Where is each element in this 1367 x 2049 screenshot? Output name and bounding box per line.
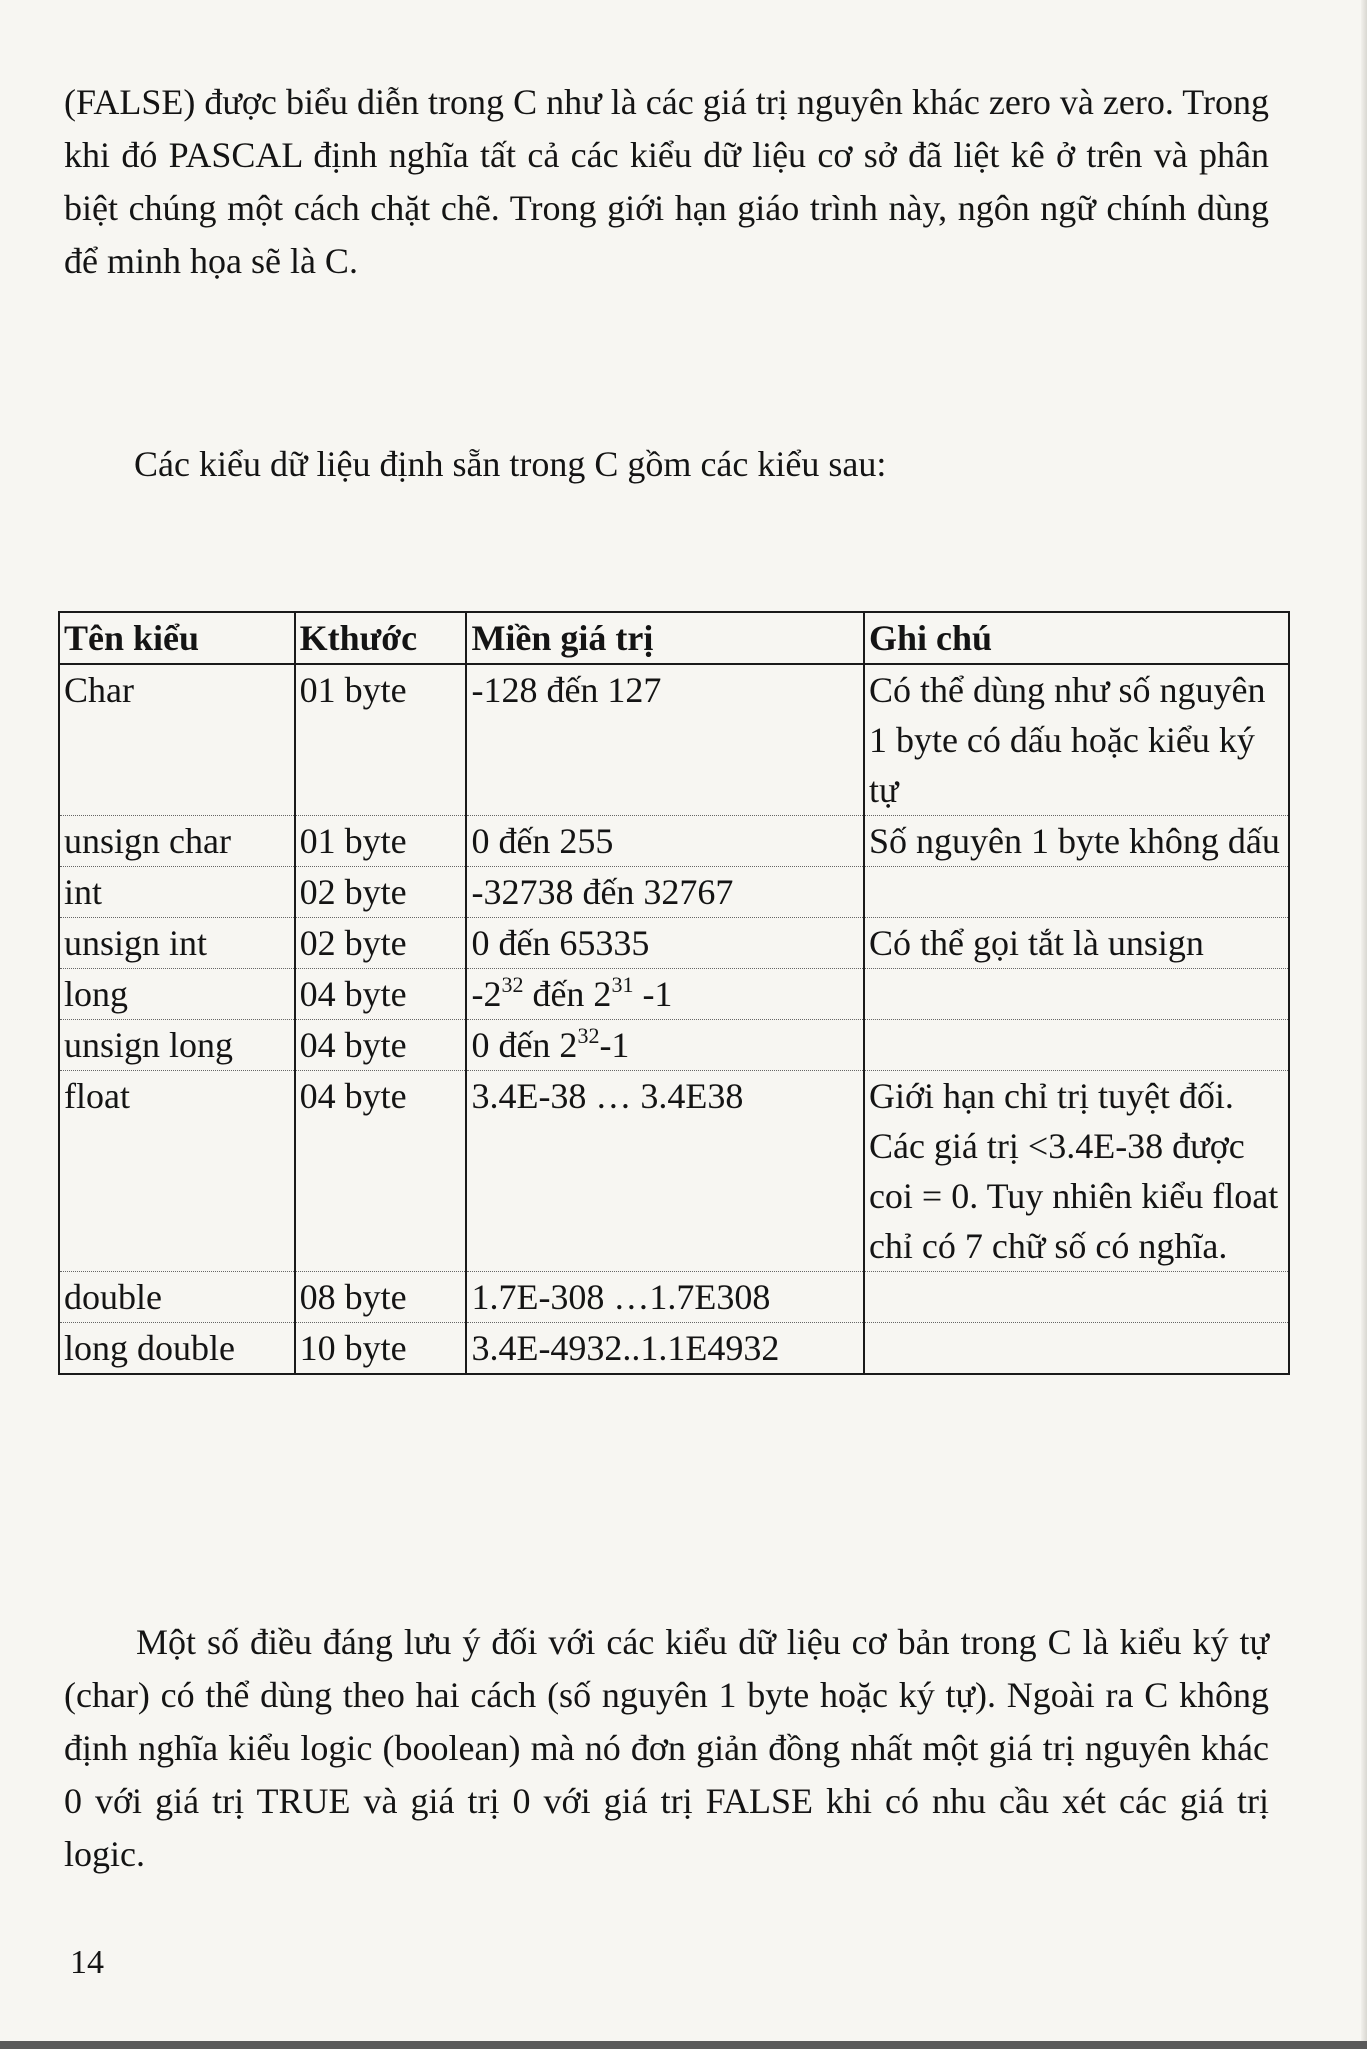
cell-note: Số nguyên 1 byte không dấu <box>864 816 1289 867</box>
table-row <box>59 1323 1289 1375</box>
page-number: 14 <box>70 1944 104 1981</box>
cell-note <box>864 867 1289 918</box>
cell-type-name: long double <box>59 1323 295 1375</box>
cell-range <box>466 1020 864 1071</box>
cell-type-name: unsign long <box>59 1020 295 1071</box>
cell-range: -32738 đến 32767 <box>466 867 864 918</box>
paragraph-top: (FALSE) được biểu diễn trong C như là các giá trị nguyên khác zero và zero. Trong khi đó PASCAL định nghĩa tất cả các kiểu dữ liệu cơ sở đã liệt kê ở trên và phân biệt chúng một cách chặt chẽ. Trong giới hạn giáo trình này, ngôn ngữ chính dùng để minh họa sẽ là C. <box>64 82 1269 281</box>
cell-note <box>864 969 1289 1020</box>
page-edge-shadow <box>1361 0 1367 2049</box>
cell-size: 01 byte <box>295 664 467 816</box>
cell-range <box>466 969 864 1020</box>
cell-size: 02 byte <box>295 918 467 969</box>
header-size: Kthước <box>295 612 467 664</box>
data-types-table <box>58 611 1290 1375</box>
cell-type-name: float <box>59 1071 295 1272</box>
range-base: 0 đến 2 <box>471 1025 578 1065</box>
range-tail: -1 <box>599 1025 630 1065</box>
range-tail: -1 <box>633 974 673 1014</box>
cell-type-name: long <box>59 969 295 1020</box>
table-row <box>59 816 1289 867</box>
cell-size: 04 byte <box>295 1020 467 1071</box>
cell-type-name: unsign char <box>59 816 295 867</box>
cell-note: Có thể gọi tắt là unsign <box>864 918 1289 969</box>
cell-note <box>864 1323 1289 1375</box>
table-header-row <box>59 612 1289 664</box>
header-range: Miền giá trị <box>466 612 864 664</box>
table-row <box>59 969 1289 1020</box>
table-row <box>59 1020 1289 1071</box>
header-type-name: Tên kiểu <box>59 612 295 664</box>
cell-size: 04 byte <box>295 1071 467 1272</box>
range-exponent: 32 <box>501 972 524 997</box>
header-note: Ghi chú <box>864 612 1289 664</box>
cell-note: Giới hạn chỉ trị tuyệt đối. Các giá trị <3.4E-38 được coi = 0. Tuy nhiên kiểu float chỉ có 7 chữ số có nghĩa. <box>864 1071 1289 1272</box>
cell-range: 0 đến 65335 <box>466 918 864 969</box>
cell-range: -128 đến 127 <box>466 664 864 816</box>
range-exponent: 31 <box>611 972 634 997</box>
cell-size: 08 byte <box>295 1272 467 1323</box>
cell-size: 10 byte <box>295 1323 467 1375</box>
scan-bottom-edge <box>0 2041 1367 2049</box>
cell-range: 3.4E-4932..1.1E4932 <box>466 1323 864 1375</box>
cell-note: Có thể dùng như số nguyên 1 byte có dấu hoặc kiểu ký tự <box>864 664 1289 816</box>
cell-note <box>864 1272 1289 1323</box>
cell-range: 3.4E-38 … 3.4E38 <box>466 1071 864 1272</box>
cell-type-name: Char <box>59 664 295 816</box>
range-base: -2 <box>471 974 502 1014</box>
cell-type-name: unsign int <box>59 918 295 969</box>
table-row <box>59 1272 1289 1323</box>
cell-note <box>864 1020 1289 1071</box>
cell-range: 1.7E-308 …1.7E308 <box>466 1272 864 1323</box>
table-row <box>59 867 1289 918</box>
cell-size: 01 byte <box>295 816 467 867</box>
range-middle: đến 2 <box>523 974 612 1014</box>
cell-size: 02 byte <box>295 867 467 918</box>
table-row <box>59 1071 1289 1272</box>
paragraph-bottom: Một số điều đáng lưu ý đối với các kiểu dữ liệu cơ bản trong C là kiểu ký tự (char) có thể dùng theo hai cách (số nguyên 1 byte hoặc ký tự). Ngoài ra C không định nghĩa kiểu logic (boolean) mà nó đơn giản đồng nhất một giá trị nguyên khác 0 với giá trị TRUE và giá trị 0 với giá trị FALSE khi có nhu cầu xét các giá trị logic. <box>64 1622 1269 1874</box>
table-row <box>59 918 1289 969</box>
cell-type-name: double <box>59 1272 295 1323</box>
table-row <box>59 664 1289 816</box>
table-intro: Các kiểu dữ liệu định sẵn trong C gồm các kiểu sau: <box>134 444 887 484</box>
cell-range: 0 đến 255 <box>466 816 864 867</box>
cell-type-name: int <box>59 867 295 918</box>
cell-size: 04 byte <box>295 969 467 1020</box>
range-exponent: 32 <box>577 1023 600 1048</box>
